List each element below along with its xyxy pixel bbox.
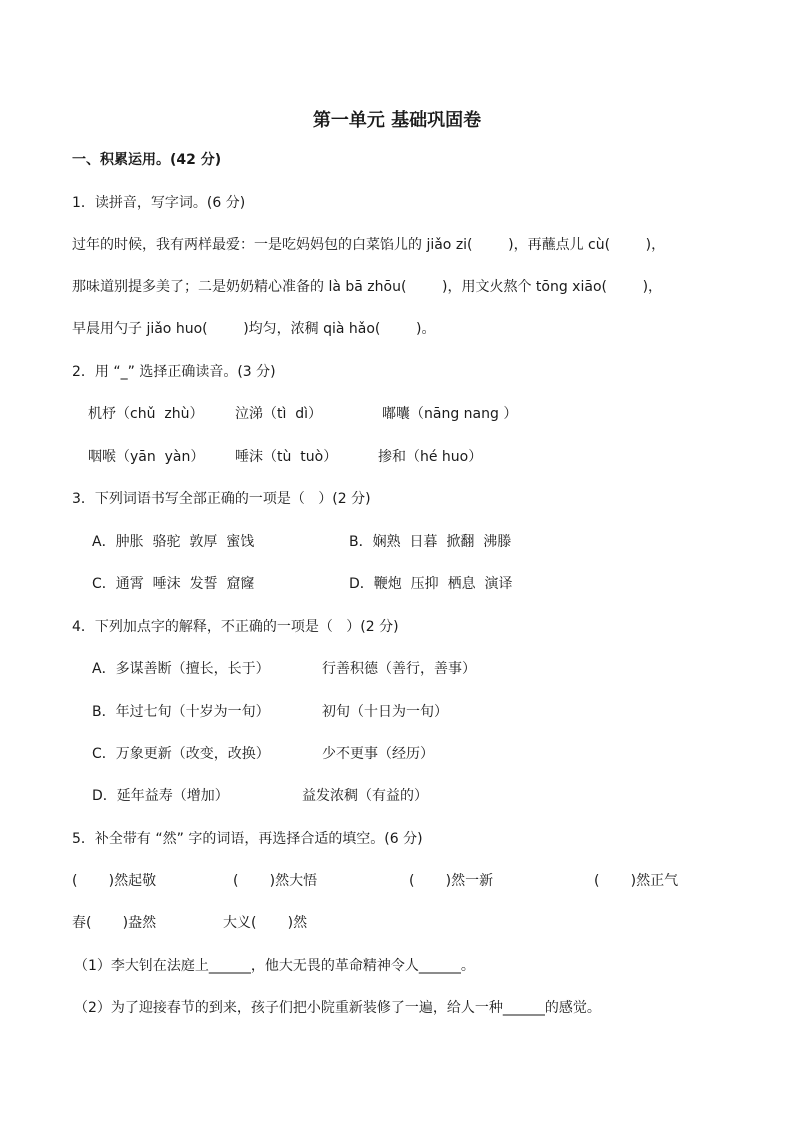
q1-line: 过年的时候，我有两样最爱：一是吃妈妈包的白菜馅儿的 jiǎo zi( )，再蘸点儿 cù( )， [72,237,666,253]
q2-item: 泣涕（tì dì） [235,406,323,422]
q5-word: ( )然起敬 [72,873,157,889]
q2-item: 机杼（chǔ zhù） [88,406,204,422]
q1-line: 早晨用勺子 jiǎo huo( )均匀，浓稠 qià hǎo( )。 [72,321,436,337]
q3-option: C．通霄 唾沫 发誓 窟窿 [92,576,255,592]
q4-option: 少不更事（经历） [322,746,434,762]
q2-heading: 2．用 “_” 选择正确读音。(3 分) [72,364,276,380]
q2-item: 唾沫（tù tuò） [235,449,338,465]
q3-option: A．肿胀 骆驼 敦厚 蜜饯 [92,534,255,550]
q2-item: 嘟囔（nāng nang ） [382,406,518,422]
q5-sentence: （2）为了迎接春节的到来，孩子们把小院重新装修了一遍，给人一种______的感觉。 [74,1000,601,1016]
q5-word: 春( )盎然 [72,915,157,931]
q5-word: ( )然一新 [409,873,494,889]
q5-word: ( )然正气 [594,873,679,889]
q5-heading: 5．补全带有 “然” 字的词语，再选择合适的填空。(6 分) [72,831,423,847]
section-heading: 一、积累运用。(42 分) [72,152,222,168]
q4-option: 益发浓稠（有益的） [302,788,428,804]
q1-line: 那味道别提多美了；二是奶奶精心准备的 là bā zhōu( )，用文火熬个 tōng xiāo( )， [72,279,663,295]
q5-word: ( )然大悟 [233,873,318,889]
q5-sentence: （1）李大钊在法庭上______，他大无畏的革命精神令人______。 [74,958,475,974]
q4-option: B．年过七旬（十岁为一旬） [92,704,270,720]
q3-option: D．鞭炮 压抑 栖息 演译 [349,576,513,592]
q4-option: 行善积德（善行，善事） [322,661,476,677]
q2-item: 咽喉（yān yàn） [88,449,205,465]
q3-heading: 3．下列词语书写全部正确的一项是（ ）(2 分) [72,491,371,507]
q2-item: 掺和（hé huo） [378,449,483,465]
q4-heading: 4．下列加点字的解释，不正确的一项是（ ）(2 分) [72,619,399,635]
q4-option: D．延年益寿（增加） [92,788,229,804]
q4-option: C．万象更新（改变，改换） [92,746,270,762]
page-title: 第一单元 基础巩固卷 [312,110,482,131]
q4-option: A．多谋善断（擅长，长于） [92,661,270,677]
q1-heading: 1．读拼音，写字词。(6 分) [72,195,246,211]
q3-option: B．娴熟 日暮 掀翻 沸滕 [349,534,512,550]
q4-option: 初旬（十日为一旬） [322,704,448,720]
q5-word: 大义( )然 [223,915,308,931]
